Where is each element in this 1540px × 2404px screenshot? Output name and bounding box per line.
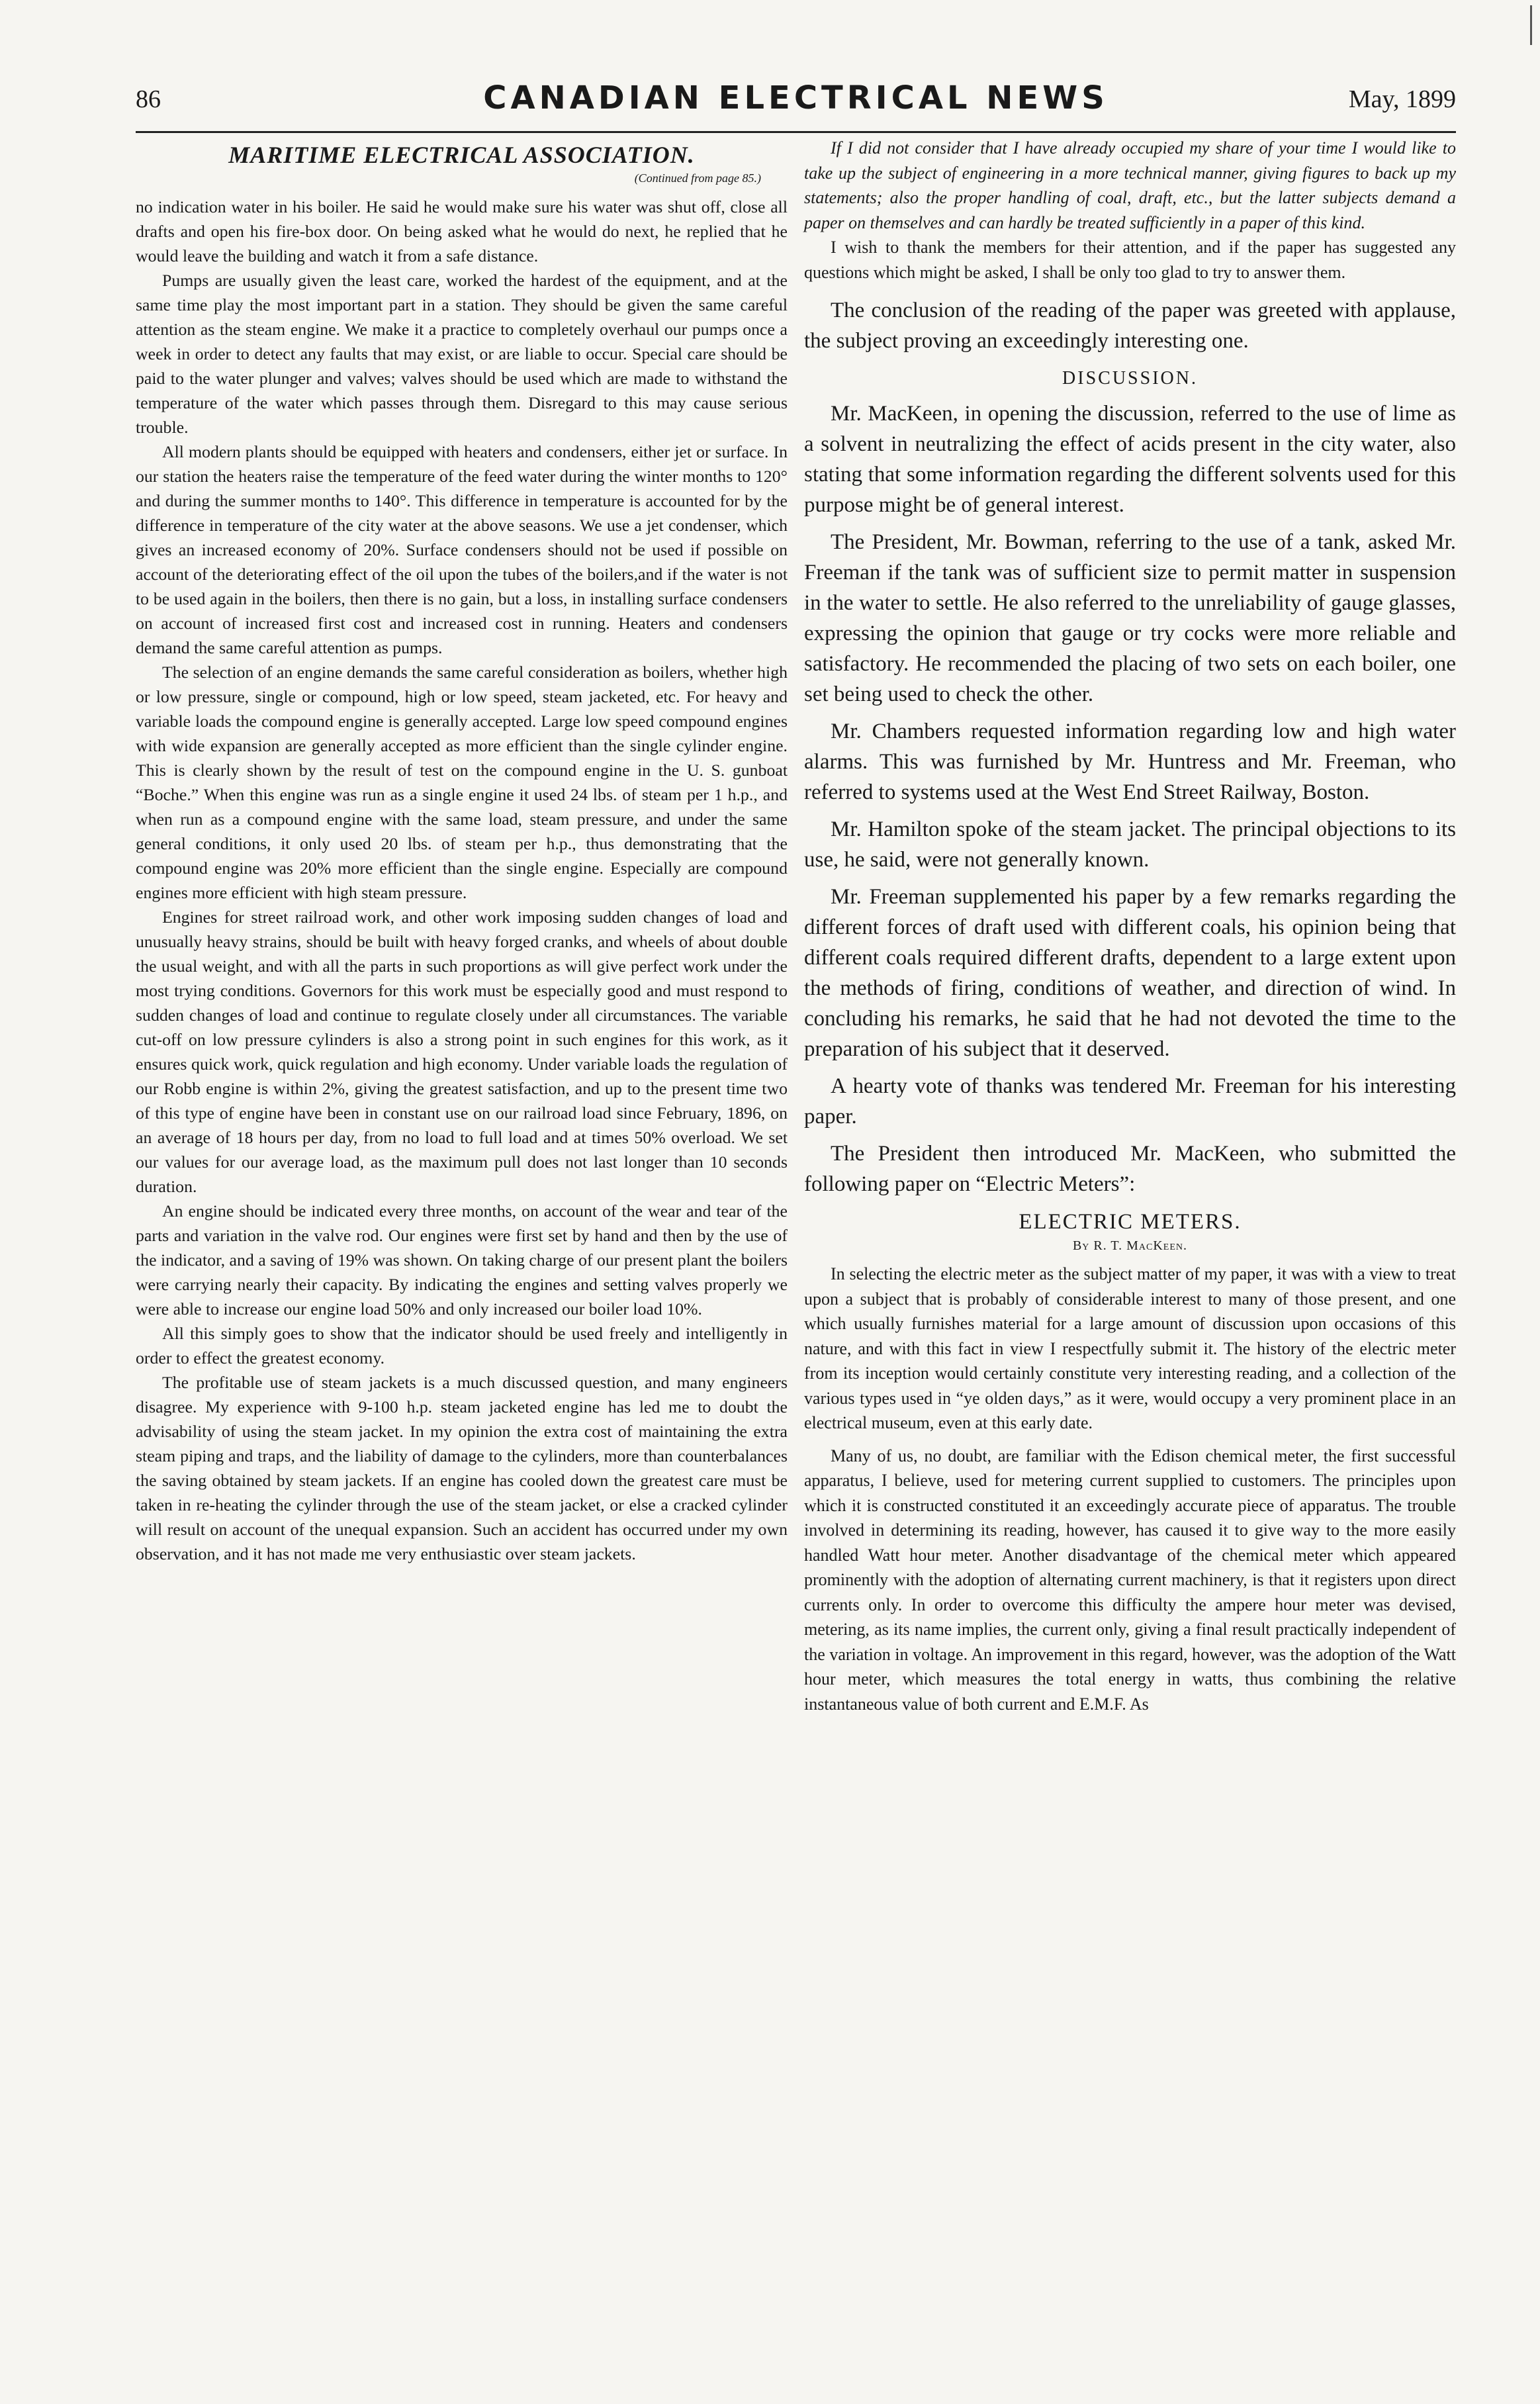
left-paragraph: An engine should be indicated every three months, on account of the wear and tear of the parts and variation in the valve rod. Our engines were first set by hand and then by the use of the indicator, and a saving of 19% was shown. On taking charge of our present plant the boilers were carrying nearly their capacity. By indicating the engines and setting valves properly we were able to increase our engine load 50% and only increased our boiler load 10%. — [136, 1201, 788, 1318]
article-paragraph: In selecting the electric meter as the subject matter of my paper, it was with a view to treat upon a subject that is probably of considerable interest to many of those present, and one which usually furnishes material for a large amount of discussion upon occasions of this nature, and with this fact in view I respectfully submit it. The history of the electric meter from its inception would certainly constitute very interesting reading, and a collection of the various types used in “ye olden days,” as it were, would occupy a very prominent place in an electrical museum, even at this early date. — [804, 1264, 1456, 1432]
discussion-paragraph: A hearty vote of thanks was tendered Mr. Freeman for his interesting paper. — [804, 1074, 1456, 1129]
discussion-paragraph: Mr. Chambers requested information regarding low and high water alarms. This was furnished by Mr. Huntress and Mr. Freeman, who referred to systems used at the West End Street Railway, Boston. — [804, 719, 1456, 804]
left-paragraph: no indication water in his boiler. He said he would make sure his water was shut off, close all drafts and open his fire-box door. On being asked what he would do next, he replied that he would leave the building and watch it from a safe distance. — [136, 197, 788, 265]
header-rule — [136, 131, 1456, 133]
intro-paragraph: I wish to thank the members for their attention, and if the paper has suggested any questions which might be asked, I shall be only too glad to try to answer them. — [804, 238, 1456, 282]
discussion-paragraph: The President, Mr. Bowman, referring to the use of a tank, asked Mr. Freeman if the tank was of sufficient size to permit matter in suspension in the water to settle. He also referred to the unreliability of gauge glasses, expressing the opinion that gauge or try cocks were more reliable and satisfactory. He recommended the placing of two sets on each boiler, one set being used to check the other. — [804, 530, 1456, 706]
running-head — [136, 79, 1456, 126]
left-paragraph: All this simply goes to show that the indicator should be used freely and intelligently in order to effect the greatest economy. — [136, 1324, 788, 1367]
left-paragraph: Pumps are usually given the least care, worked the hardest of the equipment, and at the same time play the most important part in a station. They should be given the same careful attention as the steam engine. We make it a practice to completely overhaul our pumps once a week in order to detect any faults that may exist, or are liable to occur. Special care should be paid to the water plunger and valves; valves should be used which are made to withstand the temperature of the water which passes through them. Disregard to this may cause serious trouble. — [136, 271, 788, 437]
left-paragraph: The profitable use of steam jackets is a much discussed question, and many engineers disagree. My experience with 9-100 h.p. steam jacketed engine has led me to doubt the advisability of using the steam jacket. In my opinion the extra cost of maintaining the extra steam piping and traps, and the liability of damage to the cylinders, more than counterbalances the saving obtained by steam jackets. If an engine has cooled down the greatest care must be taken in re-heating the cylinder through the use of the steam jacket, or else a cracked cylinder will result on account of the unequal expansion. Such an accident has occurred under my own observation, and it has not made me very enthusiastic over steam jackets. — [136, 1373, 788, 1563]
left-paragraph: Engines for street railroad work, and other work imposing sudden changes of load and unusually heavy strains, should be built with heavy forged cranks, and wheels of about double the usual weight, and with all the parts in such proportions as will give perfect work under the most trying conditions. Governors for this work must be especially good and must respond to sudden changes of load and continue to regulate closely under all circumstances. The variable cut-off on low pressure cylinders is also a strong point in such engines for this work, as it ensures quick work, quick regulation and high economy. Under variable loads the regulation of our Robb engine is within 2%, giving the greatest satisfaction, and up to the present time two of this type of engine have been in constant use on our railroad load since February, 1896, on an average of 18 hours per day, from no load to full load and at times 50% overload. We set our values for our average load, as the maximum pull does not last longer than 10 seconds duration. — [136, 907, 788, 1196]
discussion-heading: DISCUSSION. — [1062, 368, 1198, 389]
discussion-paragraph: The President then introduced Mr. MacKeen, who submitted the following paper on “Electric Meters”: — [804, 1142, 1456, 1196]
article-paragraph: Many of us, no doubt, are familiar with the Edison chemical meter, the first successful apparatus, I believe, used for metering current supplied to customers. The principles upon which it is constructed constituted it an exceedingly accurate piece of apparatus. The trouble involved in determining its reading, however, has caused it to give way to the more easily handled Watt hour meter. Another disadvantage of the chemical meter which appeared prominently with the adoption of alternating current machinery, is that it registers upon direct currents only. In order to overcome this difficulty the ampere hour meter was devised, metering, as its name implies, the current only, giving a final result practically independent of the variation in voltage. An improvement in this regard, however, was the adoption of the Watt hour meter, which measures the total energy in watts, thus combining the relative instantaneous value of both current and E.M.F. As — [804, 1446, 1456, 1714]
intro-paragraph: If I did not consider that I have already occupied my share of your time I would like to take up the subject of engineering in a more technical manner, giving figures to back up my statements; also the proper handling of coal, draft, etc., but the latter subjects demand a paper on themselves and can hardly be treated sufficiently in a paper of this kind. — [804, 138, 1456, 232]
left-paragraph: All modern plants should be equipped with heaters and condensers, either jet or surface. In our station the heaters raise the temperature of the feed water during the winter months to 120° and during the summer months to 140°. This difference in temperature is accounted for by the difference in temperature of the city water at the above seasons. We use a jet condenser, which gives an increased economy of 20%. Surface condensers should not be used if possible on account of the deteriorating effect of the oil upon the tubes of the boilers,and if the water is not to be used again in the boilers, then there is no gain, but a loss, in installing surface condensers on account of increased first cost and increased cost in running. Heaters and condensers demand the same careful attention as pumps. — [136, 442, 788, 657]
discussion-paragraph: Mr. Freeman supplemented his paper by a few remarks regarding the different forces of draft used with different coals, his opinion being that different coals required different drafts, dependent to a large extent upon the methods of firing, conditions of weather, and direction of wind. In concluding his remarks, he said that he had not devoted the time to the preparation of his subject that it deserved. — [804, 885, 1456, 1061]
article-byline: By R. T. MacKeen. — [1072, 1238, 1188, 1253]
masthead-title: CANADIAN ELECTRICAL NEWS — [483, 79, 1109, 116]
left-paragraph: The selection of an engine demands the same careful consideration as boilers, whether high or low pressure, single or compound, high or low speed, steam jacketed, etc. For heavy and variable loads the compound engine is generally accepted. Large low speed compound engines with wide expansion are generally accepted as more efficient than the single cylinder engine. This is clearly shown by the result of test on the compound engine in the U. S. gunboat “Boche.” When this engine was run as a single engine it used 24 lbs. of steam per 1 h.p., and when run as a compound engine with the same load, steam pressure, and under the same general conditions, it only used 20 lbs. of steam per h.p., thus demonstrating that the compound engine was 20% more efficient than the single engine. Especially are compound engines more efficient with high steam pressure. — [136, 663, 788, 902]
right-column — [804, 136, 1456, 1716]
margin-mark — [1530, 5, 1532, 45]
discussion-paragraph: Mr. Hamilton spoke of the steam jacket. The principal objections to its use, he said, were not generally known. — [804, 817, 1456, 872]
conclusion-paragraph: The conclusion of the reading of the paper was greeted with applause, the subject proving an exceedingly interesting one. — [804, 299, 1456, 353]
section-title: MARITIME ELECTRICAL ASSOCIATION. — [228, 142, 695, 168]
page-number: 86 — [136, 85, 161, 113]
continued-note: (Continued from page 85.) — [634, 171, 761, 185]
issue-date: May, 1899 — [1348, 85, 1456, 113]
article-title: ELECTRIC METERS. — [1019, 1210, 1242, 1234]
left-column — [136, 136, 788, 1566]
discussion-paragraph: Mr. MacKeen, in opening the discussion, referred to the use of lime as a solvent in neutralizing the effect of acids present in the city water, also stating that some information regarding the different solvents used for this purpose might be of general interest. — [804, 402, 1456, 517]
